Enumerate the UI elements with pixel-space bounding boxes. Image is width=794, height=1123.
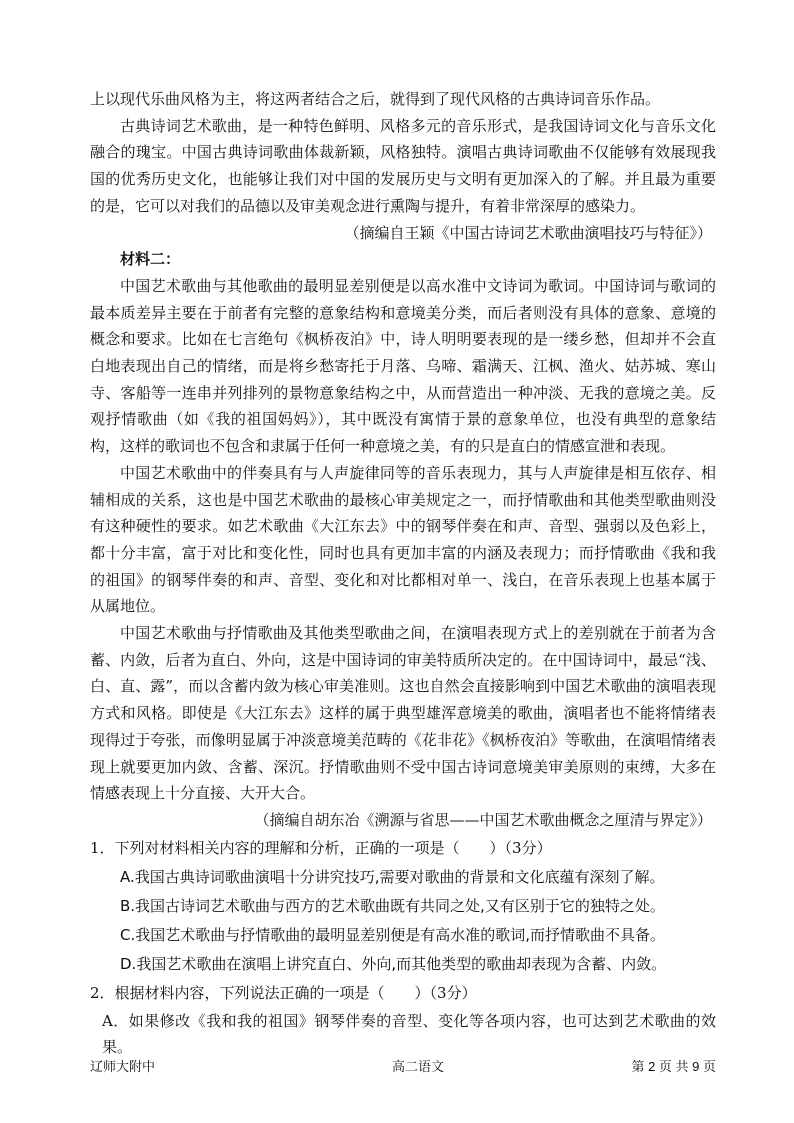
question-1-option-c: C.我国艺术歌曲与抒情歌曲的最明显差别便是有高水准的歌词,而抒情歌曲不具备。 <box>120 925 666 944</box>
paragraph-intro-art-song: 古典诗词艺术歌曲，是一种特色鲜明、风格多元的音乐形式，是我国诗词文化与音乐文化融合的瑰宝。中国古典诗词歌曲体裁新颖，风格独特。演唱古典诗词歌曲不仅能够有效展现我国的优秀历史文化，也能够让我们对中国的发展历史与文明有更加深入的了解。并且最为重要的是，它可以对我们的品德以及审美观念进行熏陶与提升，有着非常深厚的感染力。 <box>90 116 716 215</box>
question-2-option-a: A．如果修改《我和我的祖国》钢琴伴奏的音型、变化等各项内容，也可达到艺术歌曲的效果。 <box>102 1011 716 1057</box>
paragraph-lyrics-difference: 中国艺术歌曲与其他歌曲的最明显差别便是以高水准中文诗词为歌词。中国诗词与歌词的最本质差异主要在于前者有完整的意象结构和意境美分类，而后者则没有具体的意象、意境的概念和要求。比如在七言绝句《枫桥夜泊》中，诗人明明要表现的是一缕乡愁，但却并不会直白地表现出自己的情绪，而是将乡愁寄托于月落、乌啼、霜满天、江枫、渔火、姑苏城、寒山寺、客船等一连串并列排列的景物意象结构之中，从而营造出一种冲淡、无我的意境之美。反观抒情歌曲（如《我的祖国妈妈》），其中既没有寓情于景的意象单位，也没有典型的意象结构，这样的歌词也不包含和隶属于任何一种意境之美，有的只是直白的情感宣泄和表现。 <box>90 276 716 456</box>
material-two-heading: 材料二： <box>120 250 181 269</box>
footer-page-number: 第 2 页 共 9 页 <box>631 1059 716 1074</box>
question-2-stem: 2．根据材料内容，下列说法正确的一项是（ ）（3分） <box>90 983 477 1002</box>
source-citation-1: （摘编自王颖《中国古诗词艺术歌曲演唱技巧与特征》） <box>344 223 712 242</box>
question-1-stem: 1．下列对材料相关内容的理解和分析，正确的一项是（ ）（3分） <box>90 838 552 857</box>
paragraph-accompaniment: 中国艺术歌曲中的伴奏具有与人声旋律同等的音乐表现力，其与人声旋律是相互依存、相辅相成的关系，这也是中国艺术歌曲的最核心审美规定之一，而抒情歌曲和其他类型歌曲则没有这种硬性的要求。如艺术歌曲《大江东去》中的钢琴伴奏在和声、音型、强弱以及色彩上，都十分丰富，富于对比和变化性，同时也具有更加丰富的内涵及表现力；而抒情歌曲《我和我的祖国》的钢琴伴奏的和声、音型、变化和对比都相对单一、浅白，在音乐表现上也基本属于从属地位。 <box>90 463 716 616</box>
question-1-option-b: B.我国古诗词艺术歌曲与西方的艺术歌曲既有共同之处,又有区别于它的独特之处。 <box>120 896 665 915</box>
document-body <box>90 86 716 1061</box>
footer-school: 辽师大附中 <box>90 1059 156 1074</box>
source-citation-2: （摘编自胡东冶《溯源与省思——中国艺术歌曲概念之厘清与界定》） <box>254 810 712 829</box>
paragraph-performance-style: 中国艺术歌曲与抒情歌曲及其他类型歌曲之间，在演唱表现方式上的差别就在于前者为含蓄、内敛，后者为直白、外向，这是中国诗词的审美特质所决定的。在中国诗词中，最忌“浅、白、直、露”，而以含蓄内敛为核心审美准则。这也自然会直接影响到中国艺术歌曲的演唱表现方式和风格。即使是《大江东去》这样的属于典型雄浑意境美的歌曲，演唱者也不能将情绪表现得过于夸张，而像明显属于冲淡意境美范畴的《花非花》《枫桥夜泊》等歌曲，在演唱情绪表现上就要更加内敛、含蓄、深沉。抒情歌曲则不受中国古诗词意境美审美原则的束缚，大多在情感表现上十分直接、大开大合。 <box>90 624 716 803</box>
question-1-option-a: A.我国古典诗词歌曲演唱十分讲究技巧,需要对歌曲的背景和文化底蕴有深刻了解。 <box>120 867 665 886</box>
paragraph-continuation: 上以现代乐曲风格为主，将这两者结合之后，就得到了现代风格的古典诗词音乐作品。 <box>90 90 661 108</box>
question-1-option-d: D.我国艺术歌曲在演唱上讲究直白、外向,而其他类型的歌曲却表现为含蓄、内敛。 <box>120 954 667 973</box>
footer-subject: 高二语文 <box>392 1059 445 1074</box>
page-footer <box>90 1056 716 1076</box>
